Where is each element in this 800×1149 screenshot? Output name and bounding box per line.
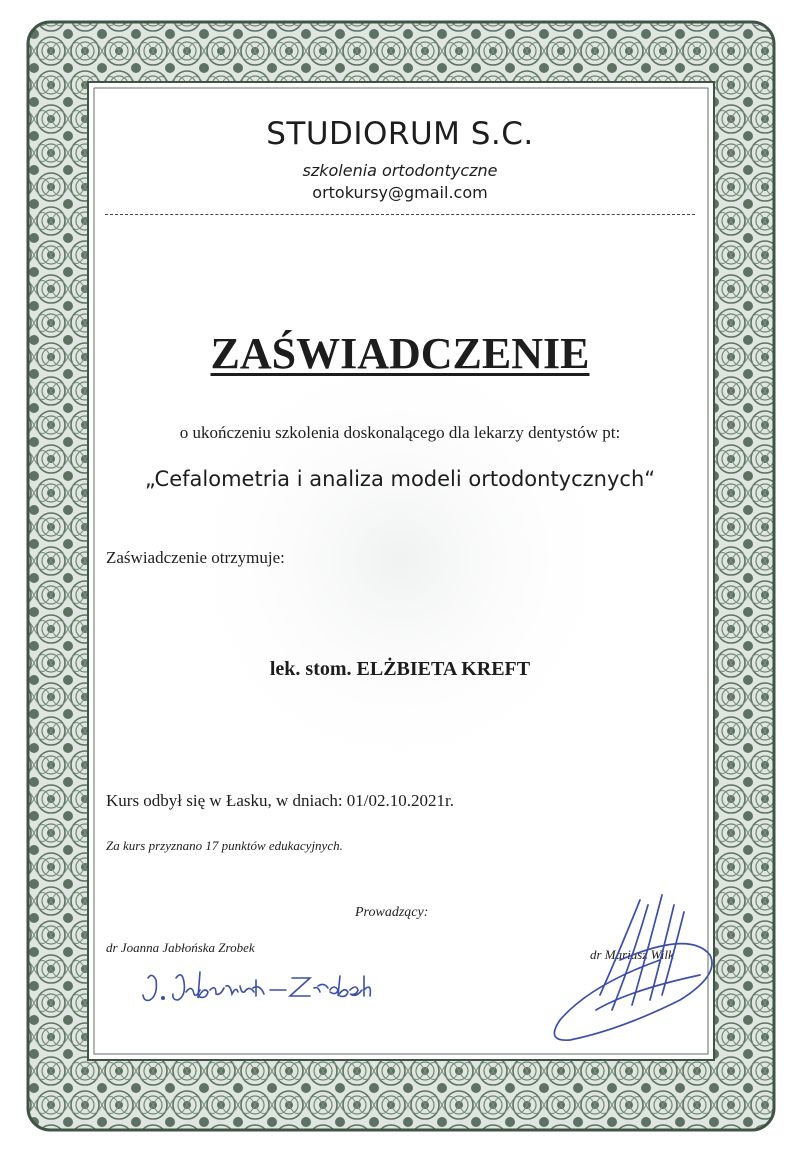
receives-label: Zaświadczenie otrzymuje: — [106, 548, 285, 567]
company-name: STUDIORUM S.C. — [266, 116, 534, 152]
instructor-2-name: dr Mariusz Wilk — [590, 947, 674, 962]
course-name: „Cefalometria i analiza modeli ortodontycznych“ — [144, 467, 656, 491]
header-divider — [105, 214, 695, 215]
company-tagline: szkolenia ortodontyczne — [302, 161, 498, 180]
certificate-title: ZAŚWIADCZENIE — [210, 329, 590, 378]
company-email: ortokursy@gmail.com — [312, 183, 488, 202]
course-info: Kurs odbył się w Łasku, w dniach: 01/02.10.2021r. — [106, 791, 454, 810]
points-info: Za kurs przyznano 17 punktów edukacyjnych. — [106, 838, 343, 853]
recipient-name: lek. stom. ELŻBIETA KREFT — [269, 658, 531, 680]
certificate-intro: o ukończeniu szkolenia doskonalącego dla lekarzy dentystów pt: — [179, 423, 621, 442]
leaders-label: Prowadzący: — [355, 905, 429, 920]
instructor-1-name: dr Joanna Jabłońska Zrobek — [106, 940, 255, 955]
